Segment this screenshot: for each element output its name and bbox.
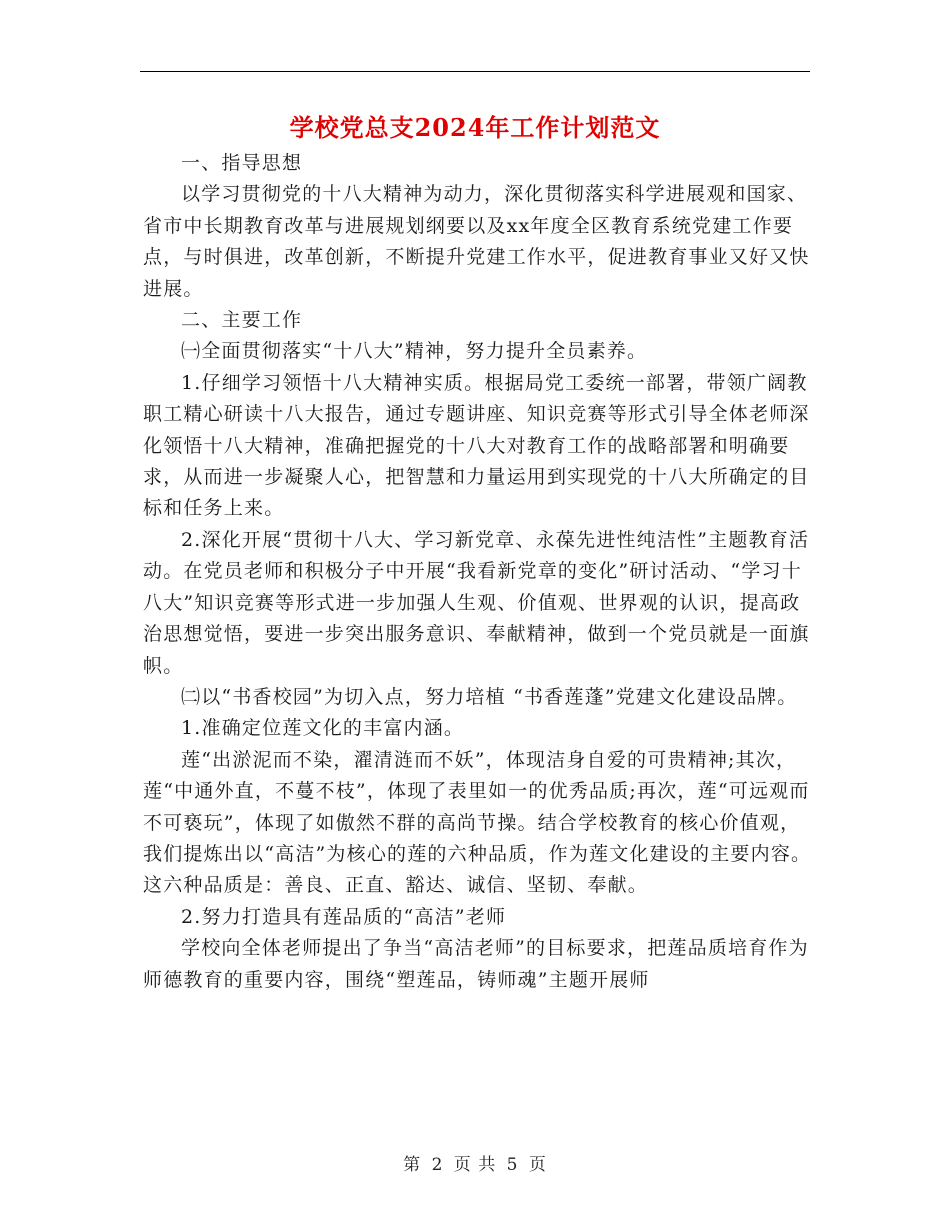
footer-suffix: 页: [528, 1155, 547, 1175]
paragraph: 2.深化开展“贯彻十八大、学习新党章、永葆先进性纯洁性”主题教育活动。在党员老师和积极分子中开展“我看新党章的变化”研讨活动、“学习十八大”知识竞赛等形式进一步加强人生观、价值观、世界观的认识，提高政治思想觉悟，要进一步突出服务意识、奉献精神，做到一个党员就是一面旗帜。: [143, 528, 810, 677]
item-heading: 1.准确定位莲文化的丰富内涵。: [181, 717, 465, 740]
header-rule: [140, 71, 810, 72]
document-body: [143, 148, 815, 996]
footer-middle: 页 共: [453, 1155, 497, 1175]
paragraph: 以学习贯彻党的十八大精神为动力，深化贯彻落实科学进展观和国家、省市中长期教育改革与进展规划纲要以及xx年度全区教育系统党建工作要点，与时俱进，改革创新，不断提升党建工作水平，促进教育事业又好又快进展。: [143, 183, 810, 300]
item-heading: 2.努力打造具有莲品质的“高洁”老师: [181, 905, 507, 928]
total-page-count: 5: [506, 1155, 519, 1175]
document-title: 学校党总支2024年工作计划范文: [289, 113, 661, 142]
paragraph: 1.仔细学习领悟十八大精神实质。根据局党工委统一部署，带领广阔教职工精心研读十八大报告，通过专题讲座、知识竞赛等形式引导全体老师深化领悟十八大精神，准确把握党的十八大对教育工作的战略部署和明确要求，从而进一步凝聚人心，把智慧和力量运用到实现党的十八大所确定的目标和任务上来。: [143, 371, 810, 520]
section-heading: 二、主要工作: [181, 309, 303, 332]
paragraph: 学校向全体老师提出了争当“高洁老师”的目标要求，把莲品质培育作为师德教育的重要内容，围绕“塑莲品，铸师魂”主题开展师: [143, 937, 809, 991]
subsection-heading: ㈡以“书香校园”为切入点，努力培植 “书香莲蓬”党建文化建设品牌。: [181, 685, 798, 708]
page-footer: [0, 1152, 950, 1178]
current-page-number: 2: [431, 1155, 444, 1175]
subsection-heading: ㈠全面贯彻落实“十八大”精神，努力提升全员素养。: [181, 340, 648, 363]
section-heading: 一、指导思想: [181, 152, 303, 174]
footer-prefix: 第: [403, 1155, 422, 1175]
paragraph: 莲“出淤泥而不染，濯清涟而不妖”，体现洁身自爱的可贵精神;其次，莲“中通外直，不蔓不枝”，体现了表里如一的优秀品质;再次，莲“可远观而不可亵玩”，体现了如傲然不群的高尚节操。结合学校教育的核心价值观，我们提炼出以“高洁”为核心的莲的六种品质，作为莲文化建设的主要内容。这六种品质是：善良、正直、豁达、诚信、坚韧、奉献。: [143, 748, 812, 897]
